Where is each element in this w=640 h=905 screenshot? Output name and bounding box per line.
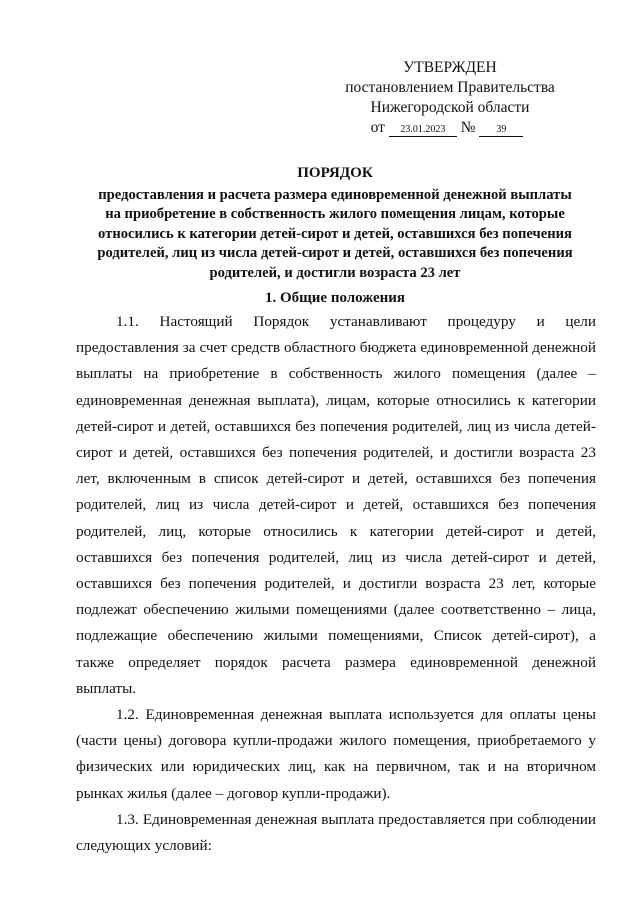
approval-date-prefix: от [370, 119, 385, 136]
approval-title: УТВЕРЖДЕН [403, 59, 497, 76]
document-title-line: родителей, и достигли возраста 23 лет [209, 264, 461, 281]
document-title-line: относились к категории детей-сирот и детей, оставшихся без попечения [98, 225, 572, 242]
paragraph-1-1: 1.1. Настоящий Порядок устанавливают процедуру и цели предоставления за счет средств областного бюджета единовременной денежной выплаты на приобретение в собственность жилого помещения (далее – единовременная денежная выплата), лицам, которые относились к категории детей-сирот и детей, оставшихся без попечения родителей, лиц из числа детей-сирот и детей, оставшихся без попечения родителей, и достигли возраста 23 лет, включенным в список детей-сирот и детей, оставшихся без попечения родителей, лиц из числа детей-сирот и детей, оставшихся без попечения родителей, лиц, которые относились к категории детей-сирот и детей, оставшихся без попечения родителей, лиц из числа детей-сирот и детей, оставшихся без попечения родителей, и достигли возраста 23 лет, которые подлежат обеспечению жилыми помещениями (далее соответственно – лица, подлежащие обеспечению жилыми помещениями, Список детей-сирот), а также определяет порядок расчета размера единовременной денежной выплаты. [76, 313, 596, 697]
approval-line-government: постановлением Правительства [345, 79, 555, 96]
approval-date-row [324, 118, 570, 138]
document-title-line: на приобретение в собственность жилого помещения лицам, которые [105, 206, 565, 222]
document-title [70, 164, 600, 283]
approval-number-sign: № [460, 119, 476, 136]
section-body [76, 309, 596, 859]
document-title-line: родителей, лиц из числа детей-сирот и детей, оставшихся без попечения [97, 245, 573, 261]
approval-date-value: 23.01.2023 [389, 124, 457, 137]
approval-line-region: Нижегородской области [370, 99, 530, 116]
paragraph-1-3: 1.3. Единовременная денежная выплата предоставляется при соблюдении следующих условий: [76, 810, 596, 855]
document-title-line: предоставления и расчета размера единовременной денежной выплаты [98, 186, 572, 203]
section-heading: 1. Общие положения [264, 290, 406, 306]
document-title-heading: ПОРЯДОК [297, 165, 373, 181]
approval-stamp [330, 58, 570, 138]
approval-number-value: 39 [479, 124, 523, 137]
paragraph-1-2: 1.2. Единовременная денежная выплата используется для оплаты цены (части цены) договора купли-продажи жилого помещения, приобретаемого у физических или юридических лиц, как на первичном, так и на вторичном рынках жилья (далее – договор купли-продажи). [76, 706, 596, 802]
